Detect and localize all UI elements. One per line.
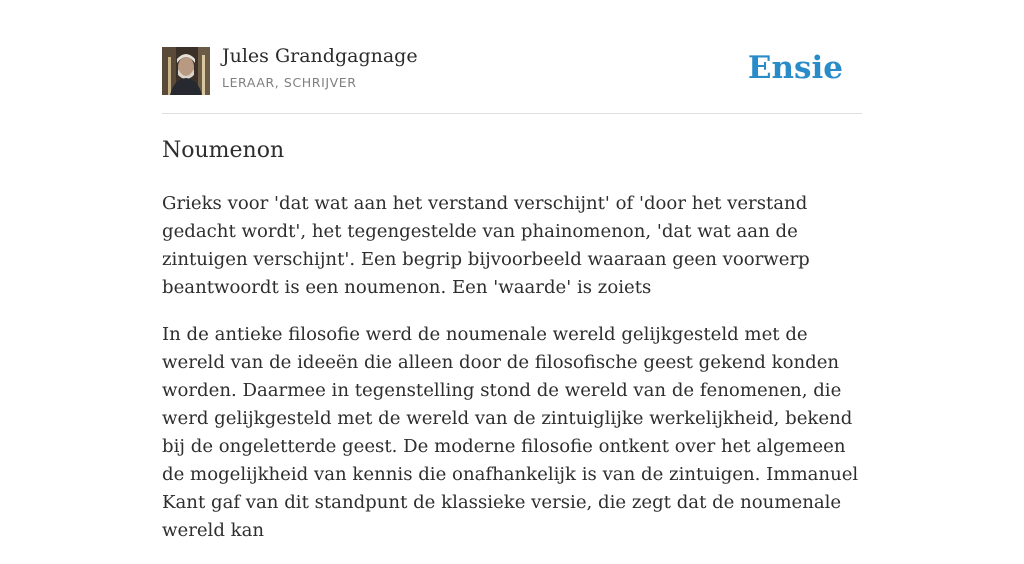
author-photo-icon	[162, 47, 210, 95]
article-header	[162, 0, 862, 114]
author-name[interactable]: Jules Grandgagnage	[222, 45, 418, 67]
article-title: Noumenon	[162, 138, 285, 163]
article-paragraph: In de antieke filosofie werd de noumenale wereld gelijkgesteld met de wereld van de ideeën die alleen door de filosofische geest gekend konden worden. Daarmee in tegenstelling stond de wereld van de fenomenen, die werd gelijkgesteld met de wereld van de zintuiglijke werkelijkheid, bekend bij de ongeletterde geest. De moderne filosofie ontkent over het algemeen de mogelijkheid van kennis die onafhankelijk is van de zintuigen. Immanuel Kant gaf van dit standpunt de klassieke versie, die zegt dat de noumenale wereld kan	[162, 324, 859, 541]
author-role: LERAAR, SCHRIJVER	[222, 75, 357, 90]
article-body	[162, 190, 862, 564]
brand-logo[interactable]: Ensie	[747, 50, 843, 86]
author-avatar[interactable]	[162, 47, 210, 95]
article-page	[162, 0, 862, 541]
article-paragraph: Grieks voor 'dat wat aan het verstand verschijnt' of 'door het verstand gedacht wordt', het tegengestelde van phainomenon, 'dat wat aan de zintuigen verschijnt'. Een begrip bijvoorbeeld waaraan geen voorwerp beantwoordt is een noumenon. Een 'waarde' is zoiets	[162, 193, 810, 298]
